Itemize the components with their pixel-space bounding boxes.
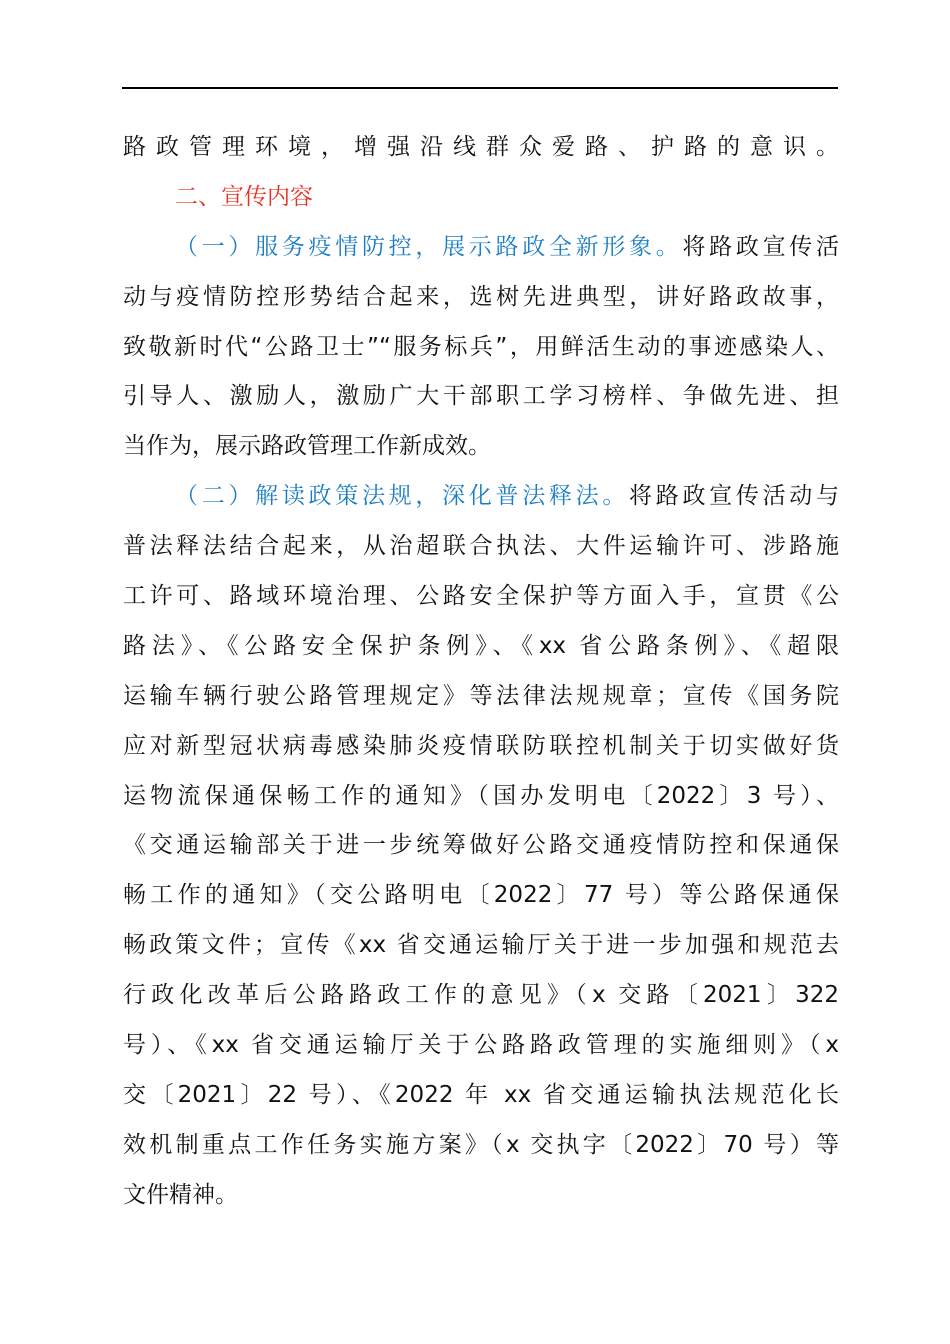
paragraph-line: [123, 472, 839, 522]
paragraph-line: 引导人、激励人，激励广大干部职工学习榜样、争做先进、担: [123, 383, 839, 410]
paragraph-line: 运输车辆行驶公路管理规定》等法律法规规章；宣传《国务院: [123, 682, 839, 709]
paragraph-line: 交〔2021〕22 号）、《2022 年 xx 省交通运输执法规范化长: [123, 1081, 839, 1108]
sub-heading-2: （二）解读政策法规，深化普法释法。: [175, 483, 630, 510]
paragraph-line: 号）、《xx 省交通运输厅关于公路路政管理的实施细则》（x: [123, 1032, 839, 1059]
paragraph-line: 当作为，展示路政管理工作新成效。: [123, 433, 491, 460]
paragraph-line: 普法释法结合起来，从治超联合执法、大件运输许可、涉路施: [123, 533, 839, 560]
paragraph-line: 运物流保通保畅工作的通知》（国办发明电〔2022〕3 号）、: [123, 782, 839, 809]
paragraph-line: 畅工作的通知》（交公路明电〔2022〕77 号）等公路保通保: [123, 882, 839, 909]
header-rule: [122, 87, 838, 89]
paragraph-text: 将路政宣传活: [682, 233, 839, 260]
paragraph-line: 《交通运输部关于进一步统筹做好公路交通疫情防控和保通保: [123, 832, 839, 859]
document-body: [123, 123, 839, 1221]
paragraph-text: 将路政宣传活动与: [629, 483, 839, 510]
paragraph-line: 效机制重点工作任务实施方案》（x 交执字〔2022〕70 号）等: [123, 1131, 839, 1158]
paragraph-line: 行政化改革后公路路政工作的意见》（x 交路〔2021〕322: [123, 982, 839, 1009]
paragraph-line: 文件精神。: [123, 1181, 238, 1208]
paragraph-line: 工许可、路域环境治理、公路安全保护等方面入手，宣贯《公: [123, 583, 839, 610]
paragraph-line: [123, 223, 839, 273]
paragraph-line: 路政管理环境，增强沿线群众爱路、护路的意识。: [123, 134, 839, 160]
sub-heading-1: （一）服务疫情防控，展示路政全新形象。: [175, 233, 683, 260]
section-heading: 二、宣传内容: [175, 183, 313, 210]
paragraph-line: 畅政策文件；宣传《xx 省交通运输厅关于进一步加强和规范去: [123, 932, 839, 959]
paragraph-line: 路法》、《公路安全保护条例》、《xx 省公路条例》、《超限: [123, 632, 839, 659]
paragraph-line: 致敬新时代“公路卫士”“服务标兵”，用鲜活生动的事迹感染人、: [123, 333, 839, 360]
paragraph-line: 动与疫情防控形势结合起来，选树先进典型，讲好路政故事，: [123, 283, 839, 310]
paragraph-line: 应对新型冠状病毒感染肺炎疫情联防联控机制关于切实做好货: [123, 732, 839, 759]
